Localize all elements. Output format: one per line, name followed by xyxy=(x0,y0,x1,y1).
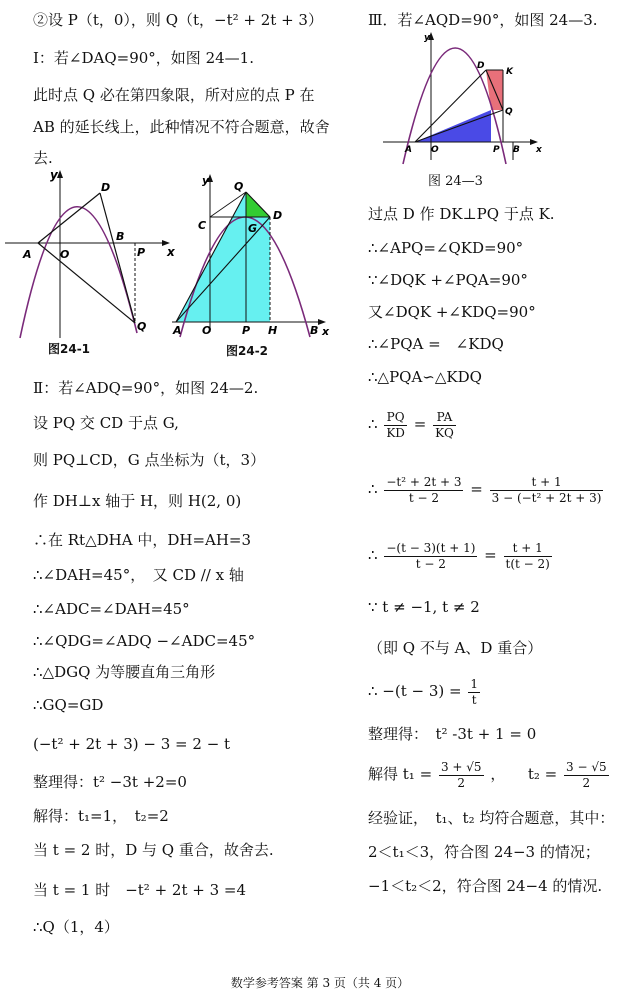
numerator: PQ xyxy=(384,410,407,426)
text-case-3: Ⅲ．若∠AQD=90°，如图 24—3. xyxy=(368,11,598,29)
svg-text:Q: Q xyxy=(505,107,513,117)
numerator: t + 1 xyxy=(490,475,604,491)
equals-sign: = xyxy=(470,480,483,498)
text-q-result: ∴Q（1，4） xyxy=(33,918,119,936)
fraction-t2 xyxy=(564,760,609,791)
denominator: t − 2 xyxy=(415,556,446,571)
svg-text:Q: Q xyxy=(137,320,147,333)
numerator: −(t − 3)(t + 1) xyxy=(386,540,476,555)
svg-text:P: P xyxy=(137,246,146,259)
svg-text:P: P xyxy=(493,145,500,155)
fraction-row-factored xyxy=(368,538,554,572)
figure-24-3 xyxy=(378,30,548,166)
text-solutions-1: 解得：t₁=1， t₂=2 xyxy=(33,807,169,825)
svg-text:D: D xyxy=(477,61,485,71)
svg-text:A: A xyxy=(173,324,182,337)
svg-text:C: C xyxy=(198,219,207,232)
text-simplify-3: 整理得： t² -3t + 1 = 0 xyxy=(368,725,537,743)
equals-sign: = xyxy=(484,546,497,564)
text-discard: 当 t = 2 时，D 与 Q 重合，故舍去. xyxy=(33,841,274,859)
text-angle-adc: ∴∠ADC=∠DAH=45° xyxy=(33,600,190,618)
svg-text:x: x xyxy=(322,325,330,338)
text-equation-1: (−t² + 2t + 3) − 3 = 2 − t xyxy=(33,735,231,753)
denominator: t − 2 xyxy=(408,490,439,505)
fraction-rhs xyxy=(490,475,604,506)
text-verify: 经验证， t₁、t₂ 均符合题意，其中： xyxy=(368,809,615,827)
fraction-lhs xyxy=(384,541,477,572)
svg-text:B: B xyxy=(513,145,520,155)
figure-24-1 xyxy=(5,168,175,343)
text-case-2: Ⅱ：若∠ADQ=90°，如图 24—2. xyxy=(33,379,259,397)
text-angle-apq: ∴∠APQ=∠QKD=90° xyxy=(368,239,524,257)
text-t-equals-1: 当 t = 1 时 −t² + 2t + 3 =4 xyxy=(33,881,247,899)
text-g-coords: 则 PQ⊥CD，G 点坐标为（t，3） xyxy=(33,451,266,469)
svg-text:P: P xyxy=(242,324,251,337)
text-simplify-1: 整理得：t² −3t +2=0 xyxy=(33,773,187,791)
text-angle-dqk-pqa: ∵∠DQK +∠PQA=90° xyxy=(368,271,528,289)
svg-text:x: x xyxy=(536,145,542,155)
solution-lead: 解得 t₁ = xyxy=(368,765,433,783)
fraction-row-one-over-t xyxy=(368,674,482,708)
denominator: KD xyxy=(386,425,405,440)
svg-text:O: O xyxy=(431,145,439,155)
denominator: t(t − 2) xyxy=(505,556,550,571)
text-t1-range: 2＜t₁＜3，符合图 24−3 的情况； xyxy=(368,843,600,861)
denominator: t xyxy=(471,692,477,707)
svg-text:K: K xyxy=(506,67,513,77)
svg-text:D: D xyxy=(101,181,111,194)
svg-text:x: x xyxy=(167,245,175,259)
numerator: 3 − √5 xyxy=(566,759,607,774)
therefore-symbol: ∴ xyxy=(368,415,378,433)
text-angle-qdg: ∴∠QDG=∠ADQ −∠ADC=45° xyxy=(33,632,256,650)
figure-24-1-caption: 图24-1 xyxy=(48,342,91,356)
denominator: KQ xyxy=(435,425,454,440)
fraction-row-solutions xyxy=(368,757,611,791)
fraction-lhs xyxy=(384,475,463,506)
fraction-t1 xyxy=(439,760,484,791)
text-isosceles: ∴△DGQ 为等腰直角三角形 xyxy=(33,663,216,681)
text-angle-dah: ∴∠DAH=45°， 又 CD // x 轴 xyxy=(33,566,244,584)
svg-text:B: B xyxy=(116,230,125,243)
text-case-1-line-2: AB 的延长线上，此种情况不符合题意，故舍 xyxy=(33,118,330,136)
text-case-1: Ⅰ：若∠DAQ=90°，如图 24—1. xyxy=(33,49,254,67)
numerator: 1 xyxy=(470,676,479,691)
svg-text:A: A xyxy=(405,145,412,155)
figure-24-2-caption: 图24-2 xyxy=(226,344,269,358)
figure-24-2 xyxy=(170,172,330,340)
text-not-coincide: （即 Q 不与 A、D 重合） xyxy=(368,639,543,657)
solution-mid: ， t₂ = xyxy=(490,765,558,783)
svg-text:y: y xyxy=(50,168,58,182)
svg-text:A: A xyxy=(23,248,32,261)
text-case-1-line-3: 去. xyxy=(33,149,53,167)
numerator: 3 + √5 xyxy=(440,759,482,774)
text-gq-gd: ∴GQ=GD xyxy=(33,696,104,714)
numerator: PA xyxy=(433,410,456,426)
svg-text:O: O xyxy=(60,248,70,261)
therefore-symbol: ∴ xyxy=(368,546,378,564)
figure-24-3-caption: 图 24—3 xyxy=(428,174,483,189)
fraction-row-substituted xyxy=(368,472,605,506)
equation-lead: ∴ −(t − 3) = xyxy=(368,682,462,700)
numerator: t + 1 xyxy=(504,541,552,557)
text-t2-range: −1＜t₂＜2，符合图 24−4 的情况. xyxy=(368,877,603,895)
svg-text:B: B xyxy=(310,324,319,337)
text-dk-pq: 过点 D 作 DK⊥PQ 于点 K. xyxy=(368,205,555,223)
fraction-row-pq-kd xyxy=(368,408,458,441)
text-t-constraints: ∵ t ≠ −1, t ≠ 2 xyxy=(368,598,480,616)
fraction-pq-kd xyxy=(384,410,407,441)
text-angle-pqa-kdq: ∴∠PQA = ∠KDQ xyxy=(368,335,504,353)
equals-sign: = xyxy=(413,415,427,433)
text-p-q-coords: ②设 P（t，0），则 Q（t，−t² + 2t + 3） xyxy=(33,11,323,29)
text-angle-dqk-kdq: 又∠DQK +∠KDQ=90° xyxy=(368,303,536,321)
fraction-pa-kq xyxy=(433,410,456,441)
fraction-one-over-t xyxy=(468,677,480,708)
text-rt-dha: ∴在 Rt△DHA 中，DH=AH=3 xyxy=(33,531,252,549)
page-footer: 数学参考答案 第 3 页（共 4 页） xyxy=(230,976,410,990)
therefore-symbol: ∴ xyxy=(368,480,378,498)
text-dh-h: 作 DH⊥x 轴于 H，则 H(2, 0) xyxy=(33,492,242,510)
svg-text:G: G xyxy=(248,222,258,235)
denominator: 3 − (−t² + 2t + 3) xyxy=(491,490,602,505)
svg-text:D: D xyxy=(273,209,283,222)
fraction-rhs xyxy=(504,541,552,572)
svg-text:y: y xyxy=(424,33,430,43)
svg-text:y: y xyxy=(202,174,210,187)
svg-text:H: H xyxy=(268,324,278,337)
text-similar: ∴△PQA∽△KDQ xyxy=(368,368,482,386)
denominator: 2 xyxy=(582,775,591,790)
text-pq-cd: 设 PQ 交 CD 于点 G, xyxy=(33,414,179,432)
svg-text:O: O xyxy=(202,324,212,337)
numerator: −t² + 2t + 3 xyxy=(386,474,462,489)
svg-text:Q: Q xyxy=(234,180,244,193)
denominator: 2 xyxy=(457,775,466,790)
text-case-1-line-1: 此时点 Q 必在第四象限，所对应的点 P 在 xyxy=(33,86,315,104)
